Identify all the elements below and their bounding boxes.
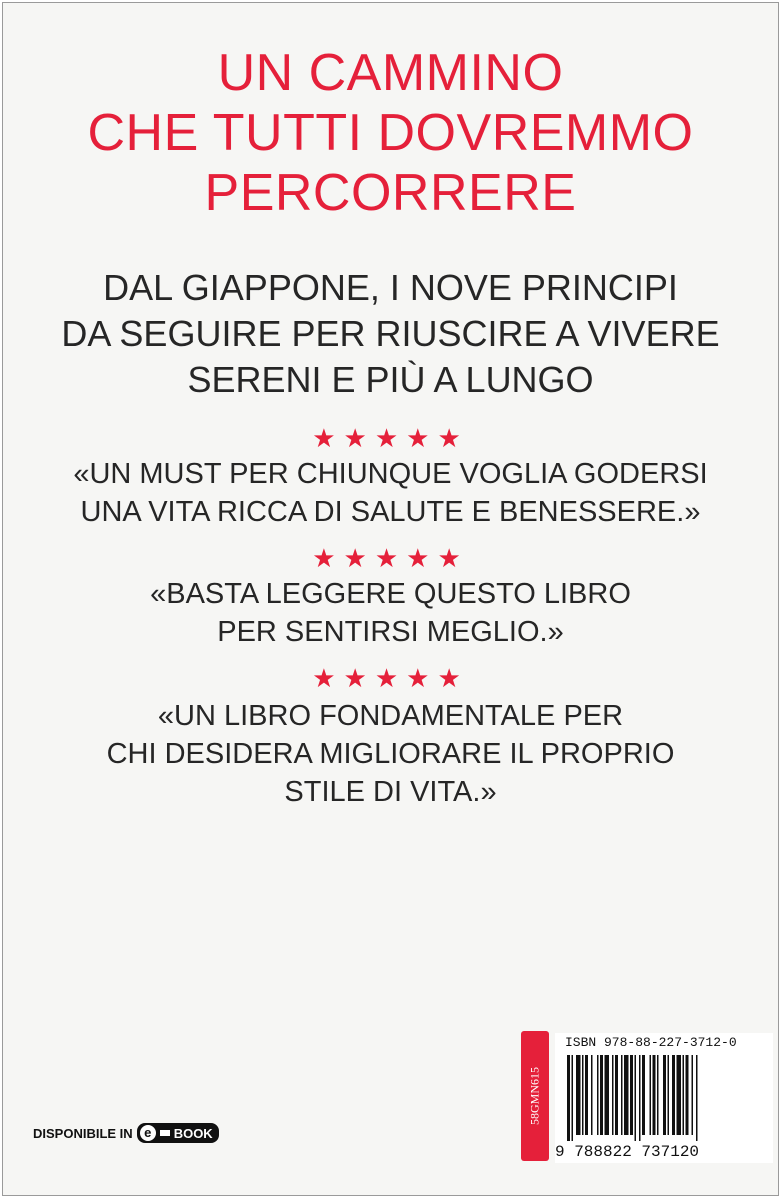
review-1-stars bbox=[3, 423, 778, 453]
review-1-quote bbox=[3, 455, 778, 531]
review-3-line-3: STILE DI VITA.» bbox=[284, 776, 497, 808]
subheadline-line-2: DA SEGUIRE PER RIUSCIRE A VIVERE bbox=[61, 313, 720, 354]
back-cover bbox=[2, 2, 779, 1196]
barcode-bar bbox=[683, 1055, 685, 1135]
barcode-bar bbox=[582, 1055, 584, 1135]
star-icon: ★ bbox=[437, 663, 469, 693]
ebook-availability bbox=[33, 1123, 219, 1143]
star-icon: ★ bbox=[374, 543, 407, 573]
ebook-logo-icon bbox=[137, 1123, 219, 1143]
review-3-line-2: CHI DESIDERA MIGLIORARE IL PROPRIO bbox=[106, 738, 675, 770]
headline bbox=[3, 43, 778, 223]
barcode-bar bbox=[692, 1055, 694, 1135]
star-icon: ★ bbox=[312, 423, 344, 453]
review-1-line-1: «UN MUST PER CHIUNQUE VOGLIA GODERSI bbox=[73, 458, 708, 490]
review-2-stars bbox=[3, 543, 778, 573]
barcode-block bbox=[555, 1033, 773, 1163]
star-icon: ★ bbox=[437, 543, 469, 573]
review-2-line-1: «BASTA LEGGERE QUESTO LIBRO bbox=[150, 578, 631, 610]
barcode-bar bbox=[639, 1055, 641, 1141]
barcode-bar bbox=[567, 1055, 570, 1141]
star-icon: ★ bbox=[406, 663, 438, 693]
barcode-bar bbox=[677, 1055, 682, 1135]
star-icon: ★ bbox=[343, 423, 375, 453]
barcode-bar bbox=[668, 1055, 670, 1135]
star-icon: ★ bbox=[406, 423, 438, 453]
barcode-bar bbox=[621, 1055, 623, 1135]
barcode-bar bbox=[672, 1055, 675, 1135]
review-1-line-2: UNA VITA RICCA DI SALUTE E BENESSERE.» bbox=[80, 496, 701, 528]
subheadline-line-1: DAL GIAPPONE, I NOVE PRINCIPI bbox=[103, 267, 678, 308]
ebook-label: DISPONIBILE IN bbox=[33, 1125, 133, 1141]
review-3-stars bbox=[3, 663, 778, 693]
review-2-quote bbox=[3, 575, 778, 651]
barcode-bar bbox=[576, 1055, 581, 1135]
barcode-bar bbox=[597, 1055, 599, 1135]
star-icon: ★ bbox=[312, 663, 344, 693]
barcode-bar bbox=[600, 1055, 603, 1135]
barcode-bar bbox=[630, 1055, 633, 1135]
subheadline bbox=[3, 265, 778, 403]
review-3-line-1: «UN LIBRO FONDAMENTALE PER bbox=[157, 700, 624, 732]
headline-line-3: PERCORRERE bbox=[204, 164, 577, 222]
isbn-text: ISBN 978-88-227-3712-0 bbox=[565, 1035, 737, 1050]
barcode-bar bbox=[663, 1055, 666, 1135]
review-2-line-2: PER SENTIRSI MEGLIO.» bbox=[217, 616, 564, 648]
ebook-e: e bbox=[140, 1125, 156, 1141]
star-icon: ★ bbox=[437, 423, 469, 453]
headline-line-2: CHE TUTTI DOVREMMO bbox=[87, 104, 694, 162]
barcode-bar bbox=[585, 1055, 588, 1135]
barcode-bar bbox=[650, 1055, 652, 1135]
barcode-bar bbox=[657, 1055, 659, 1135]
star-icon: ★ bbox=[374, 423, 407, 453]
barcode-bar bbox=[591, 1055, 593, 1135]
star-icon: ★ bbox=[374, 663, 407, 693]
barcode-bar bbox=[686, 1055, 689, 1135]
product-code: 58GMN615 bbox=[527, 1066, 542, 1126]
barcode-bar bbox=[615, 1055, 618, 1135]
star-icon: ★ bbox=[312, 543, 344, 573]
barcode-bar bbox=[572, 1055, 574, 1141]
ean-text: 9 788822 737120 bbox=[555, 1143, 700, 1161]
ebook-bar-icon bbox=[160, 1130, 170, 1136]
headline-line-1: UN CAMMINO bbox=[217, 44, 564, 102]
barcode-bar bbox=[642, 1055, 645, 1135]
barcode-bar bbox=[653, 1055, 656, 1135]
barcode-bar bbox=[635, 1055, 637, 1141]
star-icon: ★ bbox=[406, 543, 438, 573]
review-3-quote bbox=[3, 697, 778, 811]
ebook-badge-text: BOOK bbox=[173, 1125, 213, 1141]
star-icon: ★ bbox=[343, 663, 375, 693]
barcode-bar bbox=[605, 1055, 610, 1135]
product-code-strip bbox=[521, 1031, 549, 1161]
star-icon: ★ bbox=[343, 543, 375, 573]
barcode-bar bbox=[612, 1055, 614, 1135]
barcode-bar bbox=[624, 1055, 629, 1135]
barcode-bar bbox=[696, 1055, 698, 1141]
subheadline-line-3: SERENI E PIÙ A LUNGO bbox=[187, 359, 594, 400]
barcode-icon bbox=[565, 1055, 765, 1141]
